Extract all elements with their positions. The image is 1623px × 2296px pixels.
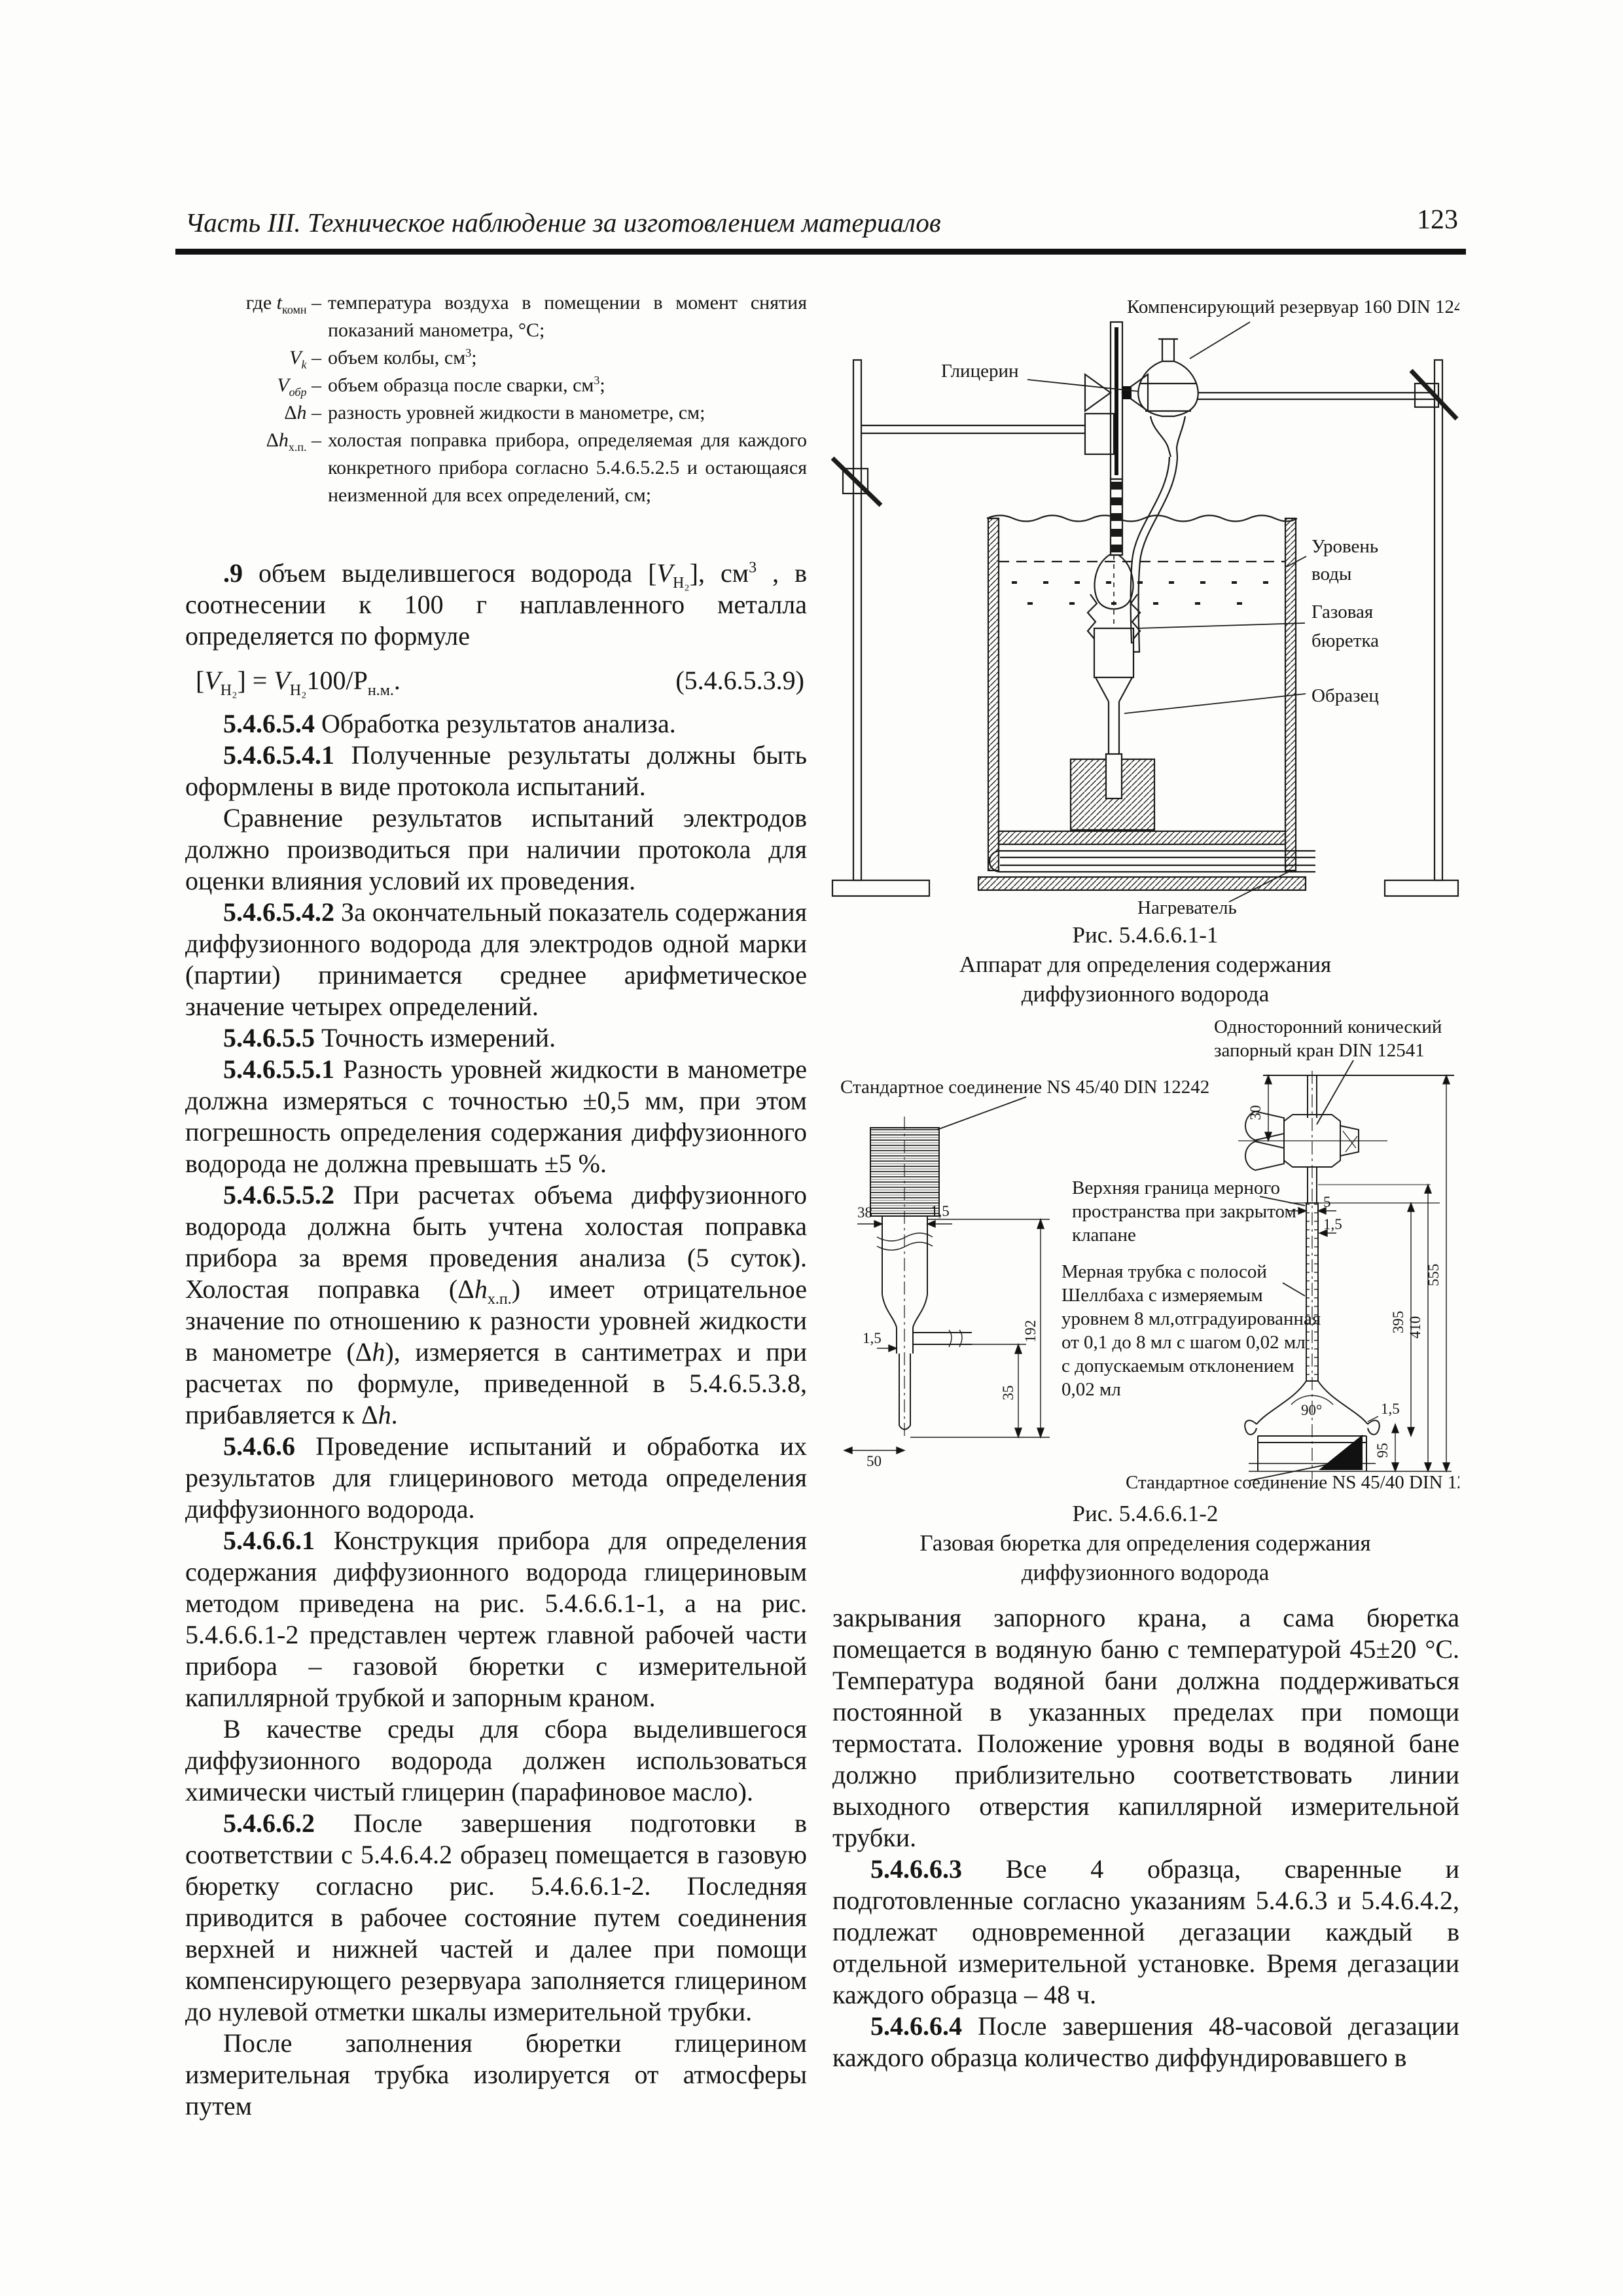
figure2-caption-line: диффузионного водорода [1021, 1560, 1270, 1585]
figure1-caption-line: Аппарат для определения содержания [959, 952, 1332, 977]
paragraph: Сравнение результатов испытаний электродов должно производиться при наличии протокола для оценки влияния условий их проведения. [185, 803, 807, 895]
dim-50: 50 [866, 1453, 882, 1469]
clamp-left [861, 414, 1114, 454]
label-measuring-tube: с допускаемым отклонением [1061, 1355, 1294, 1376]
definition-desc: объем образца после сварки, $см^3$; [328, 374, 605, 396]
paragraph: 5.4.6.5.4.1 Полученные результаты должны быть оформлены в виде протокола испытаний. [185, 740, 808, 801]
figure1-caption [831, 920, 1459, 1009]
paragraph: 5.4.6.5.4 Обработка результатов анализа. [223, 709, 676, 738]
glycerin-tube [1131, 457, 1177, 652]
definition-term: Δh – [284, 402, 321, 423]
definition-desc: объем колбы, $см^3$; [328, 346, 477, 368]
figure-apparatus [831, 262, 1459, 916]
dim-410: 410 [1407, 1316, 1423, 1339]
sample-block [1071, 754, 1154, 830]
paragraph: 5.4.6.6.1 Конструкция прибора для определения содержания диффузионного водорода глицериновым методом приведена на рис. 5.4.6.6.1-1, а на рис. 5.4.6.6.1-2 представлен чертеж главной рабочей части прибора – газовой бюретки с измерительной капиллярной трубкой и запорным краном. [185, 1526, 808, 1712]
paragraph: 5.4.6.5.5 Точность измерений. [223, 1023, 556, 1052]
dim-1-5-tube: 1,5 [1323, 1216, 1342, 1232]
label-standard-joint-top: Стандартное соединение NS 45/40 DIN 12242 [840, 1077, 1210, 1098]
label-glycerin: Глицерин [941, 361, 1019, 382]
paragraph: 5.4.6.6.4 После завершения 48-часовой дегазации каждого образца количество диффундировавшего в [832, 2011, 1459, 2072]
label-gas-burette: Газовая [1311, 601, 1374, 622]
definitions-list [185, 289, 807, 509]
page-number: 123 [1417, 205, 1458, 235]
formula-line [185, 665, 807, 699]
definition-desc: температура воздуха в помещении в момент снятия показаний манометра, °С; [328, 292, 807, 341]
label-upper-limit: клапане [1072, 1225, 1136, 1246]
manometer-tube [1085, 322, 1148, 479]
label-gas-burette: бюретка [1311, 630, 1379, 651]
definition-desc: холостая поправка прибора, определяемая для каждого конкретного прибора согласно 5.4.6.5.2.5 и остающаяся неизменной для всех определений, см; [328, 429, 807, 506]
figure1-caption-line: диффузионного водорода [1021, 981, 1270, 1007]
right-column-text [832, 1602, 1459, 2073]
formula-expression: $[V_{Н_2}] = V_{Н_2}100/Р_{н.м.}$. [196, 666, 401, 699]
paragraph: 5.4.6.6 Проведение испытаний и обработка их результатов для глицеринового метода определения диффузионного водорода. [185, 1431, 808, 1524]
apparatus-diagram [831, 262, 1459, 916]
label-standard-joint-bottom: Стандартное соединение NS 45/40 DIN 12242 [1126, 1472, 1459, 1491]
definition-term: $V_k$ – [289, 347, 321, 371]
label-measuring-tube: Шеллбаха с измеряемым [1061, 1285, 1263, 1306]
paragraph: 5.4.6.6.2 После завершения подготовки в соответствии с 5.4.6.4.2 образец помещается в газовую бюретку согласно рис. 5.4.6.6.1-2. Последняя приводится в рабочее состояние путем соединения верхней и нижней частей и далее при помощи компенсирующего резервуара заполняется глицерином до нулевой отметки шкалы измерительной трубки. [185, 1808, 807, 2026]
figure2-caption [831, 1499, 1459, 1587]
dim-30: 30 [1247, 1105, 1264, 1121]
dim-1-5-capillary: 1,5 [863, 1330, 882, 1346]
heater-element [990, 851, 1315, 872]
label-water-level: воды [1311, 564, 1352, 584]
dim-1-5-top: 1,5 [931, 1203, 950, 1219]
figure2-caption-line: Газовая бюретка для определения содержания [919, 1530, 1371, 1556]
leader-lines [1027, 322, 1306, 902]
paragraph: 5.4.6.5.5.2 При расчетах объема диффузионного водорода должна быть учтена холостая поправка прибора за время проведения анализа (5 суток). Холостая поправка $(\Delta h_{х.п.})$ имеет отрицательное значение по отношению к разности уровней жидкости в манометре (Δh), измеряется в сантиметрах и при расчетах по формуле, приведенной в 5.4.6.5.3.8, прибавляется к Δh. [185, 1180, 808, 1429]
definition-term: $V_{обр}$ – [277, 374, 321, 399]
clamp-right [1198, 393, 1435, 399]
dim-395: 395 [1390, 1310, 1406, 1334]
label-sample: Образец [1311, 685, 1379, 706]
definition-row [185, 372, 807, 399]
label-measuring-tube: Мерная трубка с полосой [1061, 1261, 1267, 1282]
figure-burette-drawing [831, 1013, 1459, 1491]
label-measuring-tube: уровнем 8 мл,отградуированная [1061, 1308, 1321, 1329]
dim-1-5-socket: 1,5 [1381, 1401, 1400, 1417]
label-heater: Нагреватель [1137, 897, 1237, 916]
paragraph: После заполнения бюретки глицерином измерительная трубка изолируется от атмосферы путем [185, 2028, 807, 2121]
definition-term: $\Delta h_{х.п.}$ – [266, 429, 321, 454]
header-rule [175, 249, 1466, 255]
running-header-title: Часть III. Техническое наблюдение за изготовлением материалов [185, 207, 941, 238]
figure2-caption-number: Рис. 5.4.6.6.1-2 [1072, 1501, 1219, 1526]
definition-row [185, 289, 807, 344]
dim-555: 555 [1425, 1263, 1442, 1287]
definition-row [185, 344, 807, 372]
definition-desc: разность уровней жидкости в манометре, см; [328, 402, 705, 423]
label-upper-limit: Верхняя граница мерного [1072, 1177, 1281, 1198]
dim-5: 5 [1323, 1194, 1331, 1210]
burette-drawing [831, 1013, 1459, 1491]
definition-term: где $t_{комн}$ – [245, 292, 321, 316]
label-measuring-tube: 0,02 мл [1061, 1379, 1121, 1400]
paragraph: 5.4.6.5.5.1 Разность уровней жидкости в манометре должна измеряться с точностью ±0,5 мм, при этом погрешность определения содержания диффузионного водорода не должна превышать ±5 %. [185, 1054, 807, 1178]
equation-number: (5.4.6.5.3.9) [675, 666, 804, 695]
left-column-text [185, 558, 807, 2122]
paragraph: В качестве среды для сбора выделившегося диффузионного водорода должен использоваться химически чистый глицерин (парафиновое масло). [185, 1714, 807, 1806]
burette-upper-part [870, 1117, 972, 1437]
figure1-caption-number: Рис. 5.4.6.6.1-1 [1072, 922, 1219, 948]
dim-95: 95 [1374, 1443, 1391, 1458]
paragraph: 5.4.6.5.4.2 За окончательный показатель содержания диффузионного водорода для электродов одной марки (партии) принимается среднее арифметическое значение четырех определений. [185, 897, 807, 1021]
paragraph: закрывания запорного крана, а сама бюретка помещается в водяную баню с температурой 45±20 °С. Температура водяной бани должна поддерживаться постоянной в указанных пределах при помощи термостата. Положение уровня воды в водяной бане должно приблизительно соответствовать линии выходного отверстия капиллярной измерительной трубки. [832, 1603, 1459, 1852]
label-stopcock: запорный кран DIN 12541 [1214, 1040, 1425, 1061]
paragraph: 5.4.6.6.3 Все 4 образца, сваренные и подготовленные согласно указаниям 5.4.6.3 и 5.4.6.4.2, подлежат одновременной дегазации каждый в отдельной измерительной установке. Время дегазации каждого образца – 48 ч. [832, 1854, 1460, 2009]
label-upper-limit: пространства при закрытом [1072, 1201, 1296, 1222]
definition-row [185, 427, 807, 509]
stand-left [832, 360, 929, 896]
dim-90deg: 90° [1301, 1402, 1323, 1418]
water-bath [978, 516, 1306, 891]
dim-38: 38 [857, 1204, 872, 1221]
paragraph: .9 объем выделившегося водорода $[V_{Н_2}]$, $см^3$ , в соотнесении к 100 г наплавленного металла определяется по формуле [185, 558, 808, 651]
stand-right [1385, 360, 1458, 896]
label-measuring-tube: от 0,1 до 8 мл с шагом 0,02 мл [1061, 1332, 1306, 1353]
label-stopcock: Односторонний конический [1214, 1016, 1442, 1037]
label-water-level: Уровень [1311, 536, 1379, 557]
label-compensating-reservoir: Компенсирующий резервуар 160 DIN 12472 [1127, 296, 1459, 317]
definition-row [185, 399, 807, 427]
dim-192: 192 [1022, 1319, 1039, 1343]
dim-35: 35 [1000, 1385, 1016, 1401]
